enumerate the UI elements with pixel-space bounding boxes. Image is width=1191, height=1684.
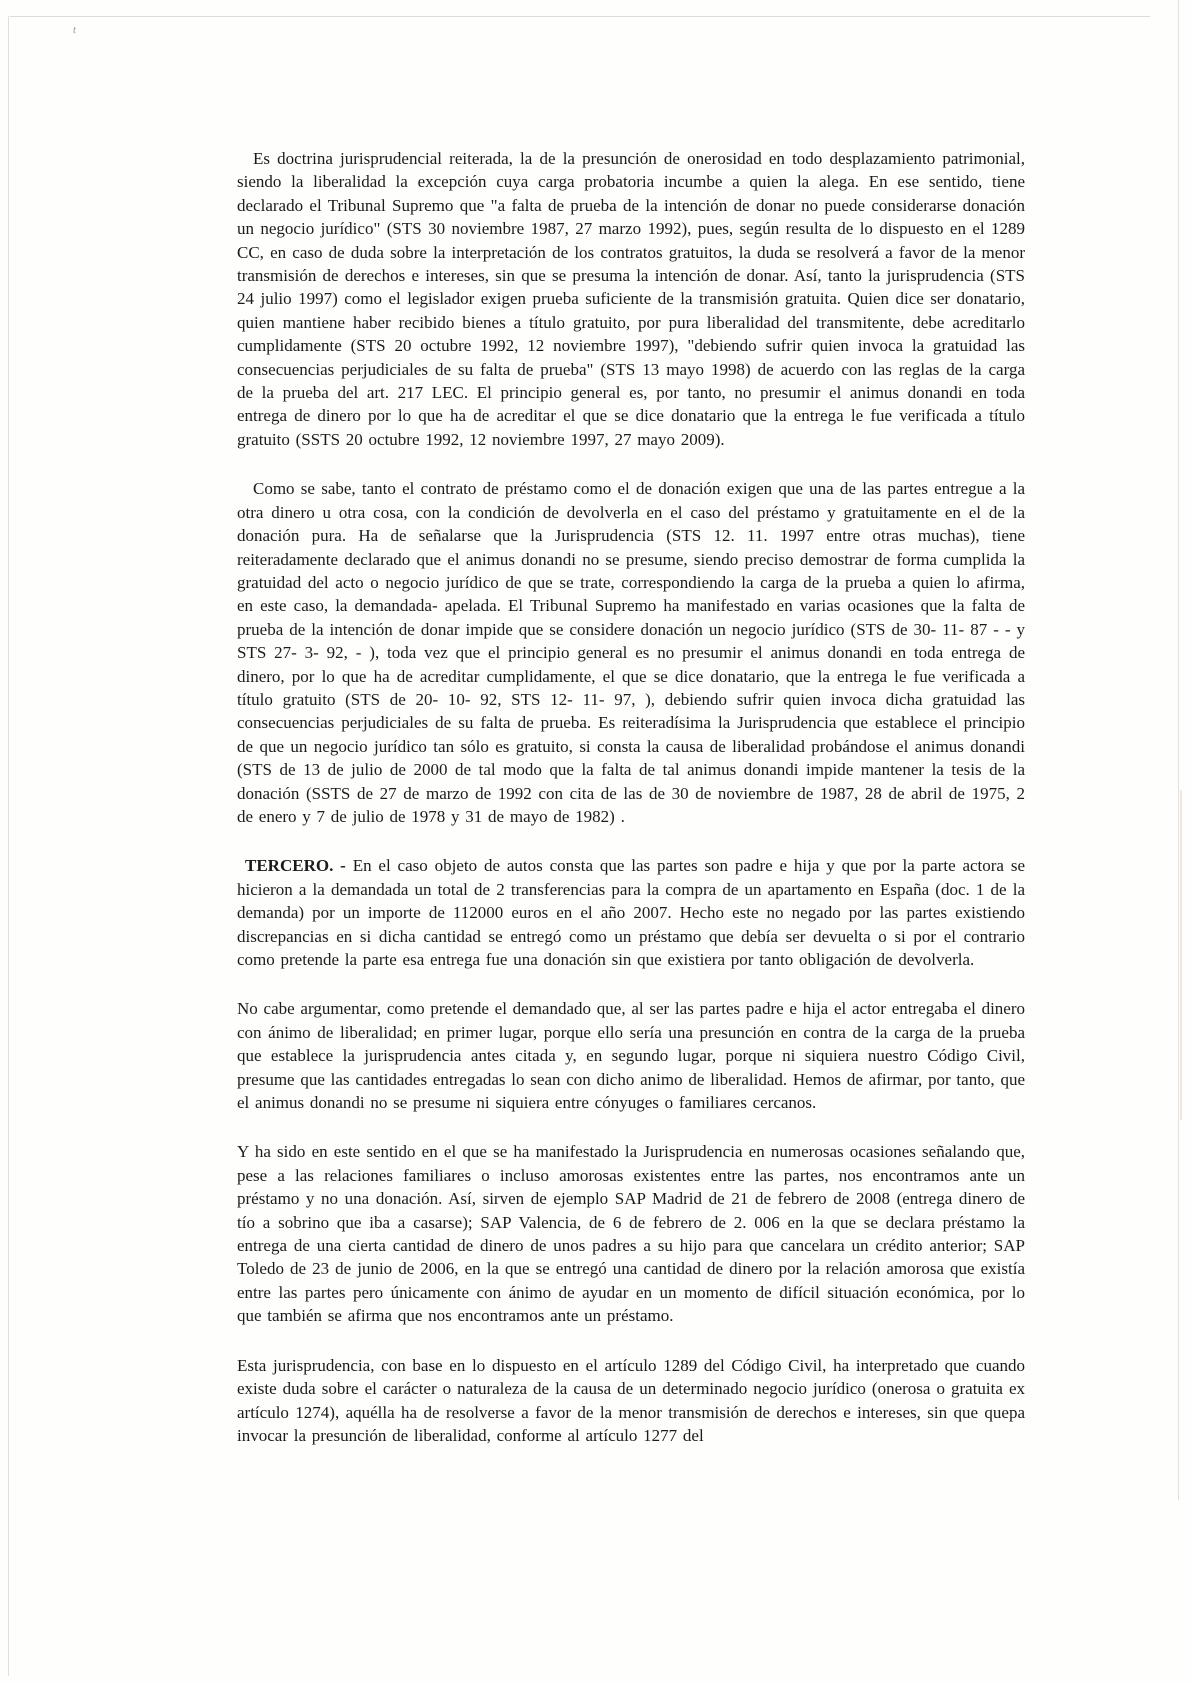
- scan-speck-artifact: t: [72, 23, 77, 37]
- paragraph-contrato-prestamo-donacion: Como se sabe, tanto el contrato de préstamo como el de donación exigen que una de las partes entregue a la otra dinero u otra cosa, con la condición de devolverla en el caso del préstamo y gratuitamente en el de la donación pura. Ha de señalarse que la Jurisprudencia (STS 12. 11. 1997 entre otras muchas), tiene reiteradamente declarado que el animus donandi no se presume, siendo preciso demostrar de forma cumplida la gratuidad del acto o negocio jurídico de que se trate, correspondiendo la carga de la prueba a quien lo afirma, en este caso, la demandada- apelada. El Tribunal Supremo ha manifestado en varias ocasiones que la falta de prueba de la intención de donar impide que se considere donación un negocio jurídico (STS de 30- 11- 87 - - y STS 27- 3- 92, - ), toda vez que el principio general es no presumir el animus donandi en toda entrega de dinero, por lo que ha de acreditar cumplidamente, el que se dice donatario, que la entrega le fue verificada a título gratuito (STS de 20- 10- 92, STS 12- 11- 97, ), debiendo sufrir quien invoca dicha gratuidad las consecuencias perjudiciales de su falta de prueba. Es reiteradísima la Jurisprudencia que establece el principio de que un negocio jurídico tan sólo es gratuito, si consta la causa de liberalidad probándose el animus donandi (STS de 13 de julio de 2000 de tal modo que la falta de tal animus donandi impide mantener la tesis de la donación (SSTS de 27 de marzo de 1992 con cita de las de 30 de noviembre de 1987, 28 de abril de 1975, 2 de enero y 7 de julio de 1978 y 31 de mayo de 1982) .: [237, 479, 1025, 826]
- paragraph-presuncion-onerosidad: Es doctrina jurisprudencial reiterada, la de la presunción de onerosidad en todo desplazamiento patrimonial, siendo la liberalidad la excepción cuya carga probatoria incumbe a quien la alega. En ese sentido, tiene declarado el Tribunal Supremo que "a falta de prueba de la intención de donar no puede considerarse donación un negocio jurídico" (STS 30 noviembre 1987, 27 marzo 1992), pues, según resulta de lo dispuesto en el 1289 CC, en caso de duda sobre la interpretación de los contratos gratuitos, la duda se resolverá a favor de la menor transmisión de derechos e intereses, sin que se presuma la intención de donar. Así, tanto la jurisprudencia (STS 24 julio 1997) como el legislador exigen prueba suficiente de la transmisión gratuita. Quien dice ser donatario, quien mantiene haber recibido bienes a título gratuito, por pura liberalidad del transmitente, debe acreditarlo cumplidamente (STS 20 octubre 1992, 12 noviembre 1997), "debiendo sufrir quien invoca la gratuidad las consecuencias perjudiciales de su falta de prueba" (STS 13 mayo 1998) de acuerdo con las reglas de la carga de la prueba del art. 217 LEC. El principio general es, por tanto, no presumir el animus donandi en toda entrega de dinero por lo que ha de acreditar el que se dice donatario que la entrega le fue verificada a título gratuito (SSTS 20 octubre 1992, 12 noviembre 1997, 27 mayo 2009).: [237, 149, 1025, 449]
- scan-border-right: [1178, 0, 1179, 1500]
- paragraph-no-cabe-argumentar: No cabe argumentar, como pretende el demandado que, al ser las partes padre e hija el actor entregaba el dinero con ánimo de liberalidad; en primer lugar, porque ello sería una presunción en contra de la carga de la prueba que establece la jurisprudencia antes citada y, en segundo lugar, porque ni siquiera nuestro Código Civil, presume que las cantidades entregadas lo sean con dicho animo de liberalidad. Hemos de afirmar, por tanto, que el animus donandi no se presume ni siquiera entre cónyuges o familiares cercanos.: [237, 999, 1025, 1113]
- scan-border-top: [10, 16, 1150, 17]
- paragraph-tercero: [237, 854, 1025, 971]
- paragraph-jurisprudencia-ejemplos: Y ha sido en este sentido en el que se ha manifestado la Jurisprudencia en numerosas ocasiones señalando que, pese a las relaciones familiares o incluso amorosas existentes entre las partes, nos encontramos ante un préstamo y no una donación. Así, sirven de ejemplo SAP Madrid de 21 de febrero de 2008 (entrega dinero de tío a sobrino que iba a casarse); SAP Valencia, de 6 de febrero de 2. 006 en la que se declara préstamo la entrega de una cierta cantidad de dinero de unos padres a su hijo para que cancelara un crédito anterior; SAP Toledo de 23 de junio de 2006, en la que se entregó una cantidad de dinero por la relación amorosa que existía entre las partes pero únicamente con ánimo de ayudar en un momento de difícil situación económica, por lo que también se afirma que nos encontramos ante un préstamo.: [237, 1142, 1025, 1326]
- tercero-heading: TERCERO. -: [245, 856, 346, 876]
- document-text-block: [237, 147, 1025, 1473]
- scan-edge-tint: [1180, 790, 1182, 1120]
- tercero-body: En el caso objeto de autos consta que las partes son padre e hija y que por la parte actora se hicieron a la demandada un total de 2 transferencias para la compra de un apartamento en España (doc. 1 de la demanda) por un importe de 112000 euros en el año 2007. Hecho este no negado por las partes existiendo discrepancias en si dicha cantidad se entregó como un préstamo que debía ser devuelta o si por el contrario como pretende la parte esa entrega fue una donación sin que existiera por tanto obligación de devolverla.: [237, 856, 1025, 969]
- paragraph-esta-jurisprudencia: Esta jurisprudencia, con base en lo dispuesto en el artículo 1289 del Código Civil, ha interpretado que cuando existe duda sobre el carácter o naturaleza de la causa de un determinado negocio jurídico (onerosa o gratuita ex artículo 1274), aquélla ha de resolverse a favor de la menor transmisión de derechos e intereses, sin que quepa invocar la presunción de liberalidad, conforme al artículo 1277 del: [237, 1355, 1025, 1445]
- scan-border-left: [8, 16, 9, 1676]
